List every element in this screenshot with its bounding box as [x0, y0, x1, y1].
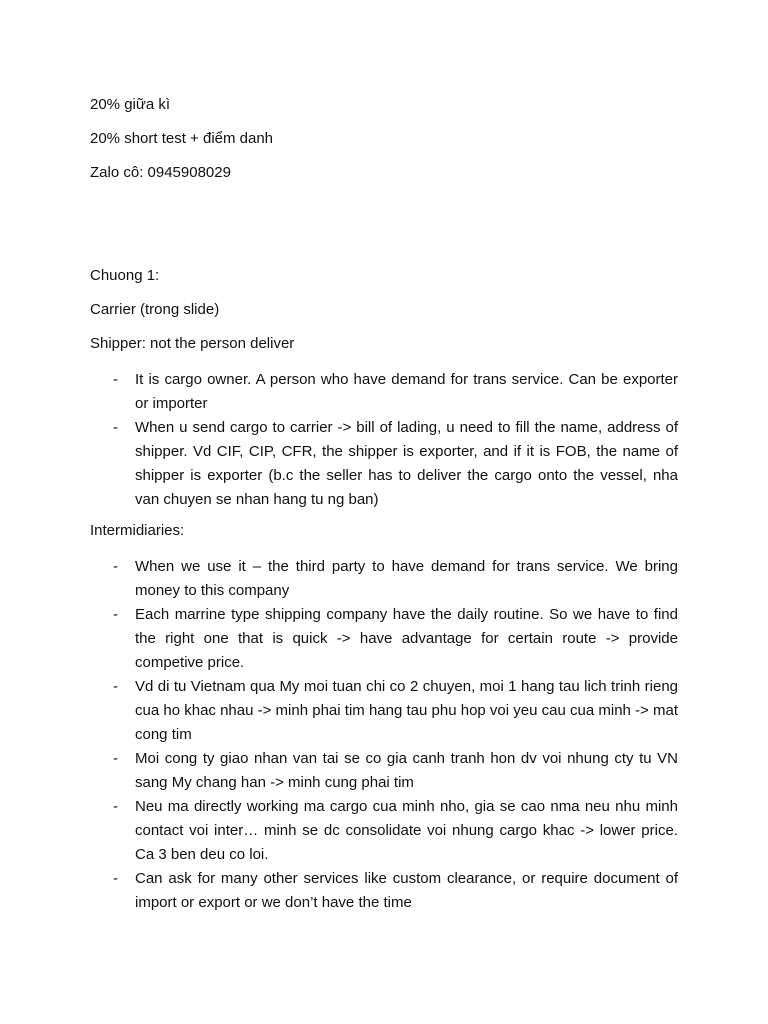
- list-item: [90, 416, 678, 512]
- list-item-text: Neu ma directly working ma cargo cua minh nho, gia se cao nma neu nhu minh contact voi inter… minh se dc consolidate voi nhung cargo khac -> lower price. Ca 3 ben deu co loi.: [135, 798, 678, 863]
- chapter-title: Chuong 1:: [90, 267, 160, 284]
- list-item-text: Each marrine type shipping company have the daily routine. So we have to find the right one that is quick -> have advantage for certain route -> provide competive price.: [135, 606, 678, 671]
- list-item-text: When we use it – the third party to have demand for trans service. We bring money to this company: [135, 558, 678, 599]
- bullet-dash: -: [113, 558, 118, 575]
- intermediaries-heading: Intermidiaries:: [90, 522, 185, 539]
- bullet-dash: -: [113, 798, 118, 815]
- grading-shorttest-line: 20% short test + điểm danh: [90, 130, 274, 147]
- bullet-dash: -: [113, 606, 118, 623]
- bullet-dash: -: [113, 870, 118, 887]
- bullet-dash: -: [113, 419, 118, 436]
- bullet-dash: -: [113, 371, 118, 388]
- carrier-line: Carrier (trong slide): [90, 301, 220, 318]
- list-item: [90, 603, 678, 675]
- list-item-text: It is cargo owner. A person who have demand for trans service. Can be exporter or importer: [135, 371, 678, 412]
- shipper-bullet-list: [90, 368, 678, 512]
- list-item: [90, 795, 678, 867]
- shipper-line: Shipper: not the person deliver: [90, 335, 295, 352]
- list-item: [90, 675, 678, 747]
- list-item: [90, 555, 678, 603]
- list-item: [90, 867, 678, 915]
- list-item-text: Can ask for many other services like custom clearance, or require document of import or export or we don’t have the time: [135, 870, 678, 911]
- teacher-zalo-line: Zalo cô: 0945908029: [90, 164, 231, 181]
- bullet-dash: -: [113, 750, 118, 767]
- list-item-text: Moi cong ty giao nhan van tai se co gia canh tranh hon dv voi nhung cty tu VN sang My chang han -> minh cung phai tim: [135, 750, 678, 791]
- intermediaries-bullet-list: [90, 555, 678, 915]
- list-item-text: When u send cargo to carrier -> bill of lading, u need to fill the name, address of shipper. Vd CIF, CIP, CFR, the shipper is exporter, and if it is FOB, the name of shipper is exporter (b.c the seller has to deliver the cargo onto the vessel, nha van chuyen se nhan hang tu ng ban): [135, 419, 678, 508]
- list-item: [90, 368, 678, 416]
- grading-midterm-line: 20% giữa kì: [90, 96, 171, 113]
- list-item: [90, 747, 678, 795]
- bullet-dash: -: [113, 678, 118, 695]
- list-item-text: Vd di tu Vietnam qua My moi tuan chi co 2 chuyen, moi 1 hang tau lich trinh rieng cua ho khac nhau -> minh phai tim hang tau phu hop voi yeu cau cua minh -> mat cong tim: [135, 678, 678, 743]
